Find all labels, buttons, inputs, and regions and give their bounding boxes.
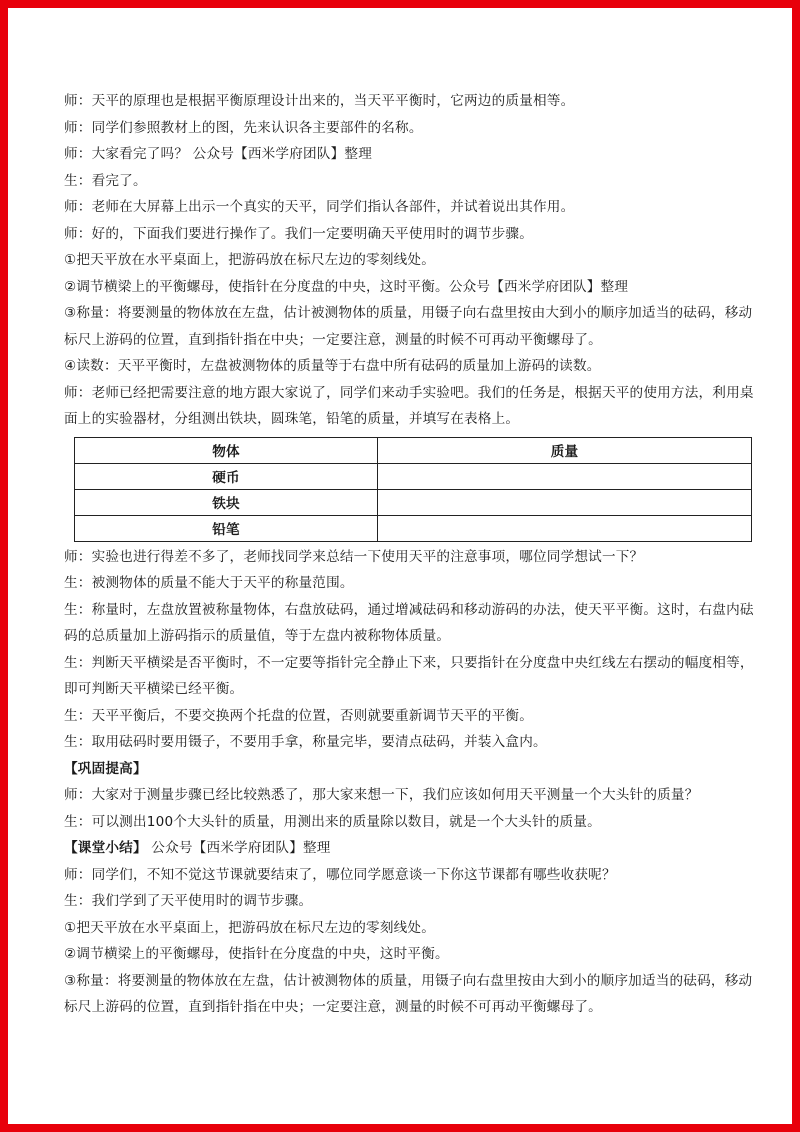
paragraph: 生：取用砝码时要用镊子，不要用手拿，称量完毕，要清点砝码，并装入盒内。: [64, 734, 547, 750]
paragraph: 生：被测物体的质量不能大于天平的称量范围。: [64, 575, 354, 591]
paragraph: 师：同学们参照教材上的图，先来认识各主要部件的名称。: [64, 119, 423, 136]
table-header-row: [75, 437, 752, 463]
section-summary-line: [64, 835, 754, 862]
table-cell-object: 硬币: [75, 463, 378, 489]
step-2: ②调节横梁上的平衡螺母，使指针在分度盘的中央，这时平衡。公众号【西米学府团队】整理: [64, 278, 629, 295]
paragraph: 师：同学们，不知不觉这节课就要结束了，哪位同学愿意谈一下你这节课都有哪些收获呢？: [64, 866, 616, 883]
table-header-object: 物体: [75, 437, 378, 463]
table-header-mass: 质量: [378, 437, 752, 463]
section-summary-note: 公众号【西米学府团队】整理: [146, 840, 331, 856]
paragraph: 生：判断天平横梁是否平衡时，不一定要等指针完全静止下来，只要指针在分度盘中央红线左右摆动的幅度相等，即可判断天平横梁已经平衡。: [64, 654, 754, 697]
table-cell-object: 铅笔: [75, 515, 378, 541]
table-row: [75, 515, 752, 541]
paragraph: 师：好的，下面我们要进行操作了。我们一定要明确天平使用时的调节步骤。: [64, 225, 533, 242]
table-cell-mass: [378, 489, 752, 515]
step-3: ③称量：将要测量的物体放在左盘，估计被测物体的质量，用镊子向右盘里按由大到小的顺序加适当的砝码，移动标尺上游码的位置，直到指针指在中央；一定要注意，测量的时候不可再动平衡螺母了。: [64, 972, 753, 1015]
paragraph: 师：老师在大屏幕上出示一个真实的天平，同学们指认各部件，并试着说出其作用。: [64, 199, 575, 215]
paragraph: 师：天平的原理也是根据平衡原理设计出来的，当天平平衡时，它两边的质量相等。: [64, 93, 575, 109]
table-row: [75, 489, 752, 515]
paragraph: 师：大家看完了吗？ 公众号【西米学府团队】整理: [64, 146, 372, 162]
document-body: [64, 88, 754, 1021]
paragraph: 生：我们学到了天平使用时的调节步骤。: [64, 893, 313, 909]
step-1: ①把天平放在水平桌面上，把游码放在标尺左边的零刻线处。: [64, 252, 436, 268]
step-3: ③称量：将要测量的物体放在左盘，估计被测物体的质量，用镊子向右盘里按由大到小的顺序加适当的砝码，移动标尺上游码的位置，直到指针指在中央；一定要注意，测量的时候不可再动平衡螺母了。: [64, 305, 753, 348]
mass-table: [74, 437, 752, 542]
paragraph: 师：大家对于测量步骤已经比较熟悉了，那大家来想一下，我们应该如何用天平测量一个大头针的质量？: [64, 787, 699, 803]
section-heading-summary: 【课堂小结】: [64, 840, 147, 856]
paragraph: 生：可以测出100个大头针的质量，用测出来的质量除以数目，就是一个大头针的质量。: [64, 813, 601, 830]
paragraph: 生：看完了。: [64, 172, 147, 189]
table-row: [75, 463, 752, 489]
step-4: ④读数：天平平衡时，左盘被测物体的质量等于右盘中所有砝码的质量加上游码的读数。: [64, 358, 601, 374]
step-1: ①把天平放在水平桌面上，把游码放在标尺左边的零刻线处。: [64, 919, 436, 936]
table-cell-mass: [378, 463, 752, 489]
step-2: ②调节横梁上的平衡螺母，使指针在分度盘的中央，这时平衡。: [64, 946, 449, 962]
paragraph: 生：天平平衡后，不要交换两个托盘的位置，否则就要重新调节天平的平衡。: [64, 707, 533, 724]
table-cell-mass: [378, 515, 752, 541]
paragraph: 生：称量时，左盘放置被称量物体，右盘放砝码，通过增减砝码和移动游码的办法，使天平平衡。这时，右盘内砝码的总质量加上游码指示的质量值，等于左盘内被称物体质量。: [64, 601, 754, 644]
paragraph: 师：老师已经把需要注意的地方跟大家说了，同学们来动手实验吧。我们的任务是，根据天平的使用方法，利用桌面上的实验器材，分组测出铁块，圆珠笔，铅笔的质量，并填写在表格上。: [64, 384, 754, 427]
paragraph: 师：实验也进行得差不多了，老师找同学来总结一下使用天平的注意事项，哪位同学想试一下？: [64, 548, 644, 565]
table-cell-object: 铁块: [75, 489, 378, 515]
section-heading-consolidate: 【巩固提高】: [64, 760, 147, 777]
